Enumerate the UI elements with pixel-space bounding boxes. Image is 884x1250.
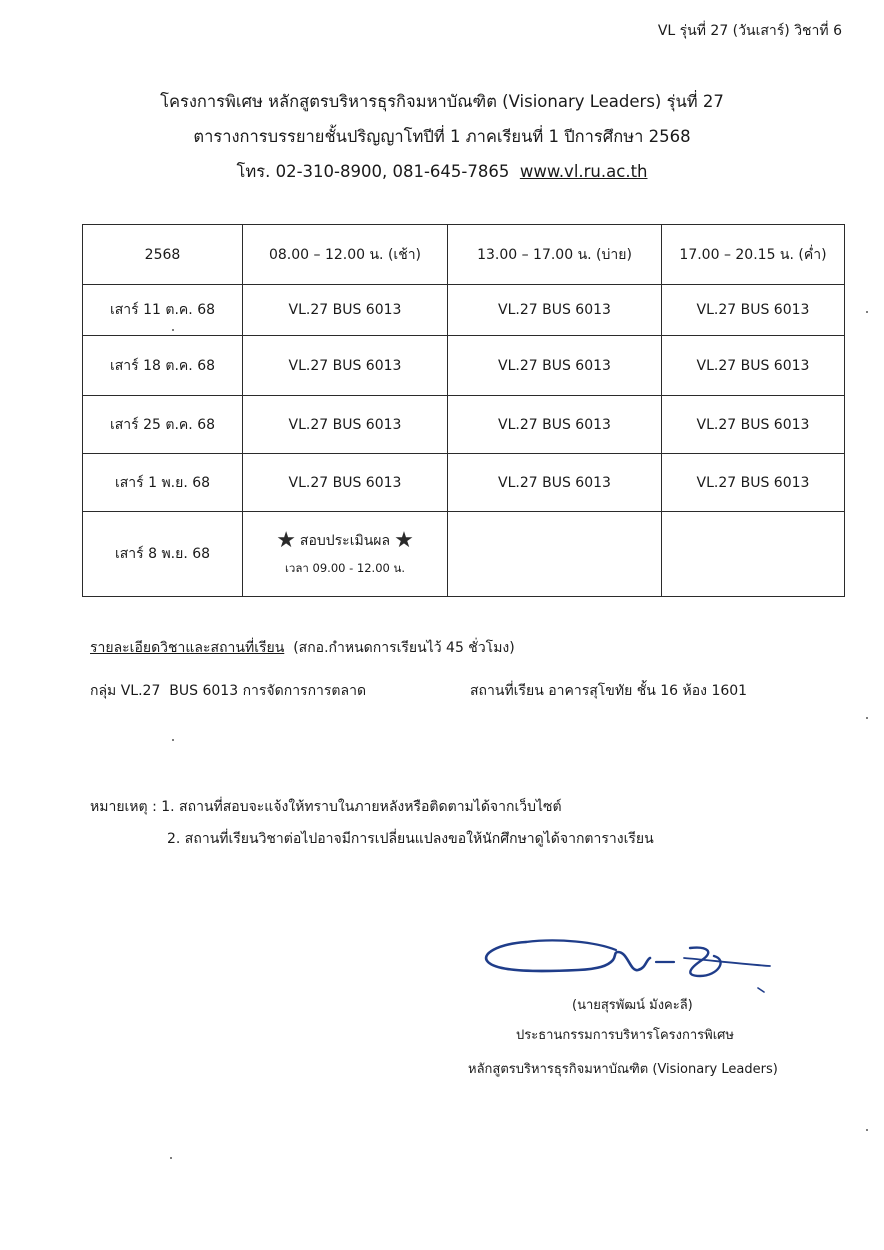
header-evening: 17.00 – 20.15 น. (ค่ำ) (662, 225, 845, 285)
empty-cell (662, 512, 845, 597)
title-line-1: โครงการพิเศษ หลักสูตรบริหารธุรกิจมหาบัณฑิต (Visionary Leaders) รุ่นที่ 27 (160, 92, 724, 111)
exam-time: เวลา 09.00 - 12.00 น. (284, 561, 406, 575)
title-line-2: ตารางการบรรยายชั้นปริญญาโทปีที่ 1 ภาคเรียนที่ 1 ปีการศึกษา 2568 (193, 127, 691, 146)
evening-cell: VL.27 BUS 6013 (662, 454, 845, 512)
table-row (83, 285, 845, 336)
morning-cell: VL.27 BUS 6013 (243, 285, 448, 336)
date-cell: เสาร์ 11 ต.ค. 68 (83, 285, 243, 336)
schedule-table (82, 224, 845, 597)
remark-1 (90, 796, 562, 818)
scan-speck (172, 329, 174, 331)
phone-numbers: โทร. 02-310-8900, 081-645-7865 (236, 162, 510, 181)
date-cell: เสาร์ 1 พ.ย. 68 (83, 454, 243, 512)
exam-label: สอบประเมินผล (299, 533, 391, 549)
afternoon-cell: VL.27 BUS 6013 (448, 285, 662, 336)
table-header-row (83, 225, 845, 285)
website-link[interactable]: www.vl.ru.ac.th (519, 162, 648, 181)
signature-image (478, 930, 778, 1000)
scan-speck (866, 717, 868, 719)
header-afternoon: 13.00 – 17.00 น. (บ่าย) (448, 225, 662, 285)
scan-speck (866, 1129, 868, 1131)
table-row (83, 396, 845, 454)
details-heading-title: รายละเอียดวิชาและสถานที่เรียน (90, 640, 285, 656)
exam-row (83, 512, 845, 597)
scan-speck (866, 311, 868, 313)
empty-cell (448, 512, 662, 597)
morning-cell: VL.27 BUS 6013 (243, 336, 448, 396)
remark-item-2: 2. สถานที่เรียนวิชาต่อไปอาจมีการเปลี่ยนแปลงขอให้นักศึกษาดูได้จากตารางเรียน (167, 831, 654, 847)
afternoon-cell: VL.27 BUS 6013 (448, 396, 662, 454)
details-heading (90, 637, 515, 659)
signatory-position-2: หลักสูตรบริหารธุรกิจมหาบัณฑิต (Visionary Leaders) (468, 1062, 778, 1077)
star-icon: ★ (276, 528, 296, 553)
scan-speck (172, 739, 174, 741)
date-cell: เสาร์ 18 ต.ค. 68 (83, 336, 243, 396)
table-row (83, 336, 845, 396)
venue-label: สถานที่เรียน (470, 683, 544, 699)
header-morning: 08.00 – 12.00 น. (เช้า) (243, 225, 448, 285)
document-tag: VL รุ่นที่ 27 (วันเสาร์) วิชาที่ 6 (657, 23, 842, 39)
date-cell: เสาร์ 25 ต.ค. 68 (83, 396, 243, 454)
star-icon: ★ (394, 528, 414, 553)
evening-cell: VL.27 BUS 6013 (662, 396, 845, 454)
exam-date-cell: เสาร์ 8 พ.ย. 68 (83, 512, 243, 597)
scan-speck (170, 1157, 172, 1159)
venue-value: อาคารสุโขทัย ชั้น 16 ห้อง 1601 (548, 683, 748, 699)
title-block (0, 84, 884, 189)
group-label: กลุ่ม VL.27 (90, 683, 161, 699)
contact-line (0, 154, 884, 189)
evening-cell: VL.27 BUS 6013 (662, 285, 845, 336)
morning-cell: VL.27 BUS 6013 (243, 396, 448, 454)
remark-label: หมายเหตุ : (90, 799, 157, 815)
afternoon-cell: VL.27 BUS 6013 (448, 336, 662, 396)
course-name: BUS 6013 การจัดการการตลาด (169, 683, 367, 699)
afternoon-cell: VL.27 BUS 6013 (448, 454, 662, 512)
exam-cell (243, 512, 448, 597)
table-row (83, 454, 845, 512)
remark-item-1: 1. สถานที่สอบจะแจ้งให้ทราบในภายหลังหรือติดตามได้จากเว็บไซต์ (161, 799, 562, 815)
morning-cell: VL.27 BUS 6013 (243, 454, 448, 512)
signatory-position-1: ประธานกรรมการบริหารโครงการพิเศษ (516, 1028, 734, 1043)
venue-line (470, 680, 747, 702)
details-heading-note: (สกอ.กำหนดการเรียนไว้ 45 ชั่วโมง) (293, 640, 515, 656)
evening-cell: VL.27 BUS 6013 (662, 336, 845, 396)
exam-label-line (243, 530, 447, 552)
signatory-name: (นายสุรพัฒน์ มังคะลี) (572, 998, 693, 1013)
group-course-line (90, 680, 366, 702)
header-year: 2568 (83, 225, 243, 285)
